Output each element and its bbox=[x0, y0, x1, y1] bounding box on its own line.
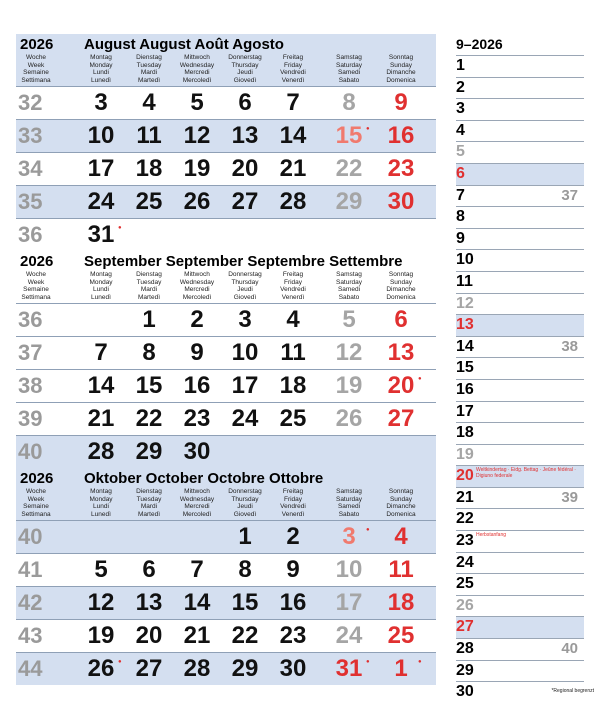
year-label: 2026 bbox=[20, 253, 54, 270]
weekday-label-thu: Donnerstag Thursday Jeudi Giovedì bbox=[228, 488, 262, 518]
day-cell[interactable]: 26 bbox=[183, 188, 211, 215]
weekday-label-tue: Dienstag Tuesday Mardi Martedì bbox=[136, 271, 162, 301]
day-cell[interactable]: 23 bbox=[183, 405, 211, 432]
day-cell[interactable]: 14 bbox=[279, 122, 307, 149]
holiday-marker-icon: ● bbox=[418, 659, 422, 665]
weekday-label-sat: Samstag Saturday Samedi Sabato bbox=[335, 54, 363, 84]
day-cell[interactable]: 28 bbox=[183, 655, 211, 682]
daily-row[interactable] bbox=[456, 293, 584, 315]
day-cell[interactable]: 11 bbox=[280, 339, 306, 366]
day-cell[interactable]: 18 bbox=[135, 155, 163, 182]
daily-date: 22 bbox=[456, 510, 474, 528]
daily-row[interactable] bbox=[456, 638, 584, 660]
weekday-label-wed: Mittwoch Wednesday Mercredi Mercoledì bbox=[179, 488, 215, 518]
day-cell[interactable]: 12 bbox=[87, 589, 115, 616]
week-row bbox=[16, 553, 436, 586]
week-row bbox=[16, 402, 436, 435]
footnote: *Regional begrenzt bbox=[551, 688, 594, 694]
daily-row[interactable] bbox=[456, 379, 584, 401]
day-cell[interactable]: 27 bbox=[135, 655, 163, 682]
daily-row[interactable] bbox=[456, 465, 584, 487]
day-cell[interactable]: 13 bbox=[231, 122, 259, 149]
week-row bbox=[16, 435, 436, 468]
day-cell[interactable]: 5 bbox=[94, 556, 108, 583]
day-cell[interactable]: 15 bbox=[231, 589, 259, 616]
day-cell[interactable]: 13 bbox=[135, 589, 163, 616]
day-cell[interactable]: 28 bbox=[279, 188, 307, 215]
week-row bbox=[16, 185, 436, 218]
daily-row[interactable] bbox=[456, 660, 584, 682]
day-cell[interactable]: 30 bbox=[183, 438, 211, 465]
holiday-note: Weltkindertag · Eidg. Bettag · Jeûne fédéral · Digiuno federale bbox=[476, 467, 576, 479]
day-cell[interactable]: 4 bbox=[286, 306, 300, 333]
day-cell[interactable]: 23 bbox=[279, 622, 307, 649]
daily-row[interactable] bbox=[456, 185, 584, 207]
daily-row[interactable] bbox=[456, 271, 584, 293]
daily-date: 19 bbox=[456, 445, 474, 463]
daily-row[interactable] bbox=[456, 401, 584, 423]
daily-row[interactable] bbox=[456, 530, 584, 552]
day-cell[interactable]: 22 bbox=[335, 155, 363, 182]
day-cell[interactable]: 17 bbox=[87, 155, 115, 182]
month-header bbox=[16, 34, 436, 86]
day-cell[interactable]: 18 bbox=[279, 372, 307, 399]
day-cell[interactable]: 15 bbox=[335, 122, 363, 149]
holiday-marker-icon: ● bbox=[418, 376, 422, 382]
daily-row[interactable] bbox=[456, 55, 584, 77]
day-cell[interactable]: 17 bbox=[231, 372, 259, 399]
daily-column bbox=[456, 34, 584, 703]
week-number: 38 bbox=[18, 373, 43, 398]
week-row bbox=[16, 119, 436, 152]
day-cell[interactable]: 14 bbox=[183, 589, 211, 616]
daily-date: 17 bbox=[456, 402, 474, 420]
holiday-note: Herbstanfang bbox=[476, 532, 507, 539]
weekday-label-sat: Samstag Saturday Samedi Sabato bbox=[335, 271, 363, 301]
day-cell[interactable]: 16 bbox=[183, 372, 211, 399]
weekday-label-sat: Samstag Saturday Samedi Sabato bbox=[335, 488, 363, 518]
daily-row[interactable] bbox=[456, 595, 584, 617]
holiday-marker-icon: ● bbox=[118, 659, 122, 665]
day-cell[interactable]: 6 bbox=[238, 89, 252, 116]
day-cell[interactable]: 13 bbox=[387, 339, 415, 366]
day-cell[interactable]: 31 bbox=[335, 655, 363, 682]
daily-date: 7 bbox=[456, 186, 465, 204]
week-number: 37 bbox=[18, 340, 43, 365]
daily-date: 15 bbox=[456, 359, 474, 377]
daily-week-number: 38 bbox=[561, 337, 578, 355]
day-cell[interactable]: 4 bbox=[394, 523, 408, 550]
week-number: 40 bbox=[18, 439, 43, 464]
day-cell[interactable]: 1 bbox=[142, 306, 156, 333]
week-row bbox=[16, 303, 436, 336]
month-block bbox=[16, 468, 436, 685]
daily-date: 12 bbox=[456, 294, 474, 312]
day-cell[interactable]: 8 bbox=[238, 556, 252, 583]
daily-date: 14 bbox=[456, 337, 474, 355]
daily-date: 23 bbox=[456, 532, 474, 550]
day-cell[interactable]: 30 bbox=[387, 188, 415, 215]
week-row bbox=[16, 218, 436, 251]
weekday-label-week: Woche Week Semaine Settimana bbox=[21, 54, 51, 84]
weekday-label-sun: Sonntag Sunday Dimanche Domenica bbox=[386, 54, 416, 84]
week-number: 33 bbox=[18, 123, 43, 148]
daily-date: 5 bbox=[456, 143, 465, 161]
day-cell[interactable]: 9 bbox=[286, 556, 300, 583]
weekday-label-thu: Donnerstag Thursday Jeudi Giovedì bbox=[228, 54, 262, 84]
day-cell[interactable]: 27 bbox=[387, 405, 415, 432]
daily-date: 20 bbox=[456, 467, 474, 485]
week-row bbox=[16, 336, 436, 369]
holiday-marker-icon: ● bbox=[366, 527, 370, 533]
year-label: 2026 bbox=[20, 36, 54, 53]
daily-date: 13 bbox=[456, 316, 474, 334]
day-cell[interactable]: 25 bbox=[387, 622, 415, 649]
day-cell[interactable]: 7 bbox=[94, 339, 108, 366]
daily-week-number: 37 bbox=[561, 186, 578, 204]
daily-date: 1 bbox=[456, 57, 465, 74]
week-number: 35 bbox=[18, 189, 43, 214]
day-cell[interactable]: 25 bbox=[279, 405, 307, 432]
week-row bbox=[16, 619, 436, 652]
weekday-label-wed: Mittwoch Wednesday Mercredi Mercoledì bbox=[179, 54, 215, 84]
weekday-label-fri: Freitag Friday Vendredi Venerdì bbox=[280, 54, 306, 84]
day-cell[interactable]: 7 bbox=[190, 556, 204, 583]
month-block bbox=[16, 251, 436, 468]
weekday-label-week: Woche Week Semaine Settimana bbox=[21, 271, 51, 301]
day-cell[interactable]: 8 bbox=[142, 339, 156, 366]
day-cell[interactable]: 10 bbox=[87, 122, 115, 149]
week-number: 36 bbox=[18, 222, 43, 247]
daily-row[interactable] bbox=[456, 552, 584, 574]
week-row bbox=[16, 652, 436, 685]
day-cell[interactable]: 11 bbox=[136, 122, 162, 149]
day-cell[interactable]: 6 bbox=[142, 556, 156, 583]
day-cell[interactable]: 24 bbox=[87, 188, 115, 215]
day-cell[interactable]: 15 bbox=[135, 372, 163, 399]
daily-date: 28 bbox=[456, 640, 474, 658]
daily-row[interactable] bbox=[456, 120, 584, 142]
week-number: 41 bbox=[18, 557, 43, 582]
week-row bbox=[16, 152, 436, 185]
day-cell[interactable]: 3 bbox=[342, 523, 356, 550]
daily-date: 3 bbox=[456, 100, 465, 118]
week-number: 36 bbox=[18, 307, 43, 332]
day-cell[interactable]: 31 bbox=[87, 221, 115, 248]
daily-date: 29 bbox=[456, 661, 474, 679]
daily-row[interactable] bbox=[456, 444, 584, 466]
week-number: 32 bbox=[18, 90, 43, 115]
day-cell[interactable]: 23 bbox=[387, 155, 415, 182]
daily-date: 4 bbox=[456, 121, 465, 139]
daily-date: 2 bbox=[456, 78, 465, 96]
daily-row[interactable] bbox=[456, 422, 584, 444]
week-number: 44 bbox=[18, 656, 43, 681]
week-number: 42 bbox=[18, 590, 43, 615]
day-cell[interactable]: 21 bbox=[279, 155, 307, 182]
week-row bbox=[16, 520, 436, 553]
week-number: 34 bbox=[18, 156, 43, 181]
day-cell[interactable]: 8 bbox=[342, 89, 356, 116]
daily-row[interactable] bbox=[456, 573, 584, 595]
day-cell[interactable]: 24 bbox=[231, 405, 259, 432]
weekday-label-tue: Dienstag Tuesday Mardi Martedì bbox=[136, 488, 162, 518]
day-cell[interactable]: 1 bbox=[238, 523, 252, 550]
daily-week-number: 40 bbox=[561, 640, 578, 658]
day-cell[interactable]: 29 bbox=[231, 655, 259, 682]
daily-date: 30 bbox=[456, 683, 474, 701]
daily-date: 24 bbox=[456, 553, 474, 571]
daily-date: 10 bbox=[456, 251, 474, 269]
daily-date: 25 bbox=[456, 575, 474, 593]
daily-row[interactable] bbox=[456, 163, 584, 185]
daily-date: 6 bbox=[456, 164, 465, 182]
day-cell[interactable]: 29 bbox=[135, 438, 163, 465]
daily-row[interactable] bbox=[456, 98, 584, 120]
weekday-label-sun: Sonntag Sunday Dimanche Domenica bbox=[386, 271, 416, 301]
daily-row[interactable] bbox=[456, 616, 584, 638]
weekday-label-mon: Montag Monday Lundi Lunedì bbox=[89, 271, 113, 301]
day-cell[interactable]: 19 bbox=[87, 622, 115, 649]
day-cell[interactable]: 21 bbox=[183, 622, 211, 649]
daily-row[interactable] bbox=[456, 141, 584, 163]
day-cell[interactable]: 20 bbox=[135, 622, 163, 649]
day-cell[interactable]: 29 bbox=[335, 188, 363, 215]
day-cell[interactable]: 16 bbox=[387, 122, 415, 149]
week-row bbox=[16, 86, 436, 119]
weekday-label-fri: Freitag Friday Vendredi Venerdì bbox=[280, 488, 306, 518]
month-title: August August Août Agosto bbox=[84, 36, 284, 53]
daily-date: 11 bbox=[456, 272, 473, 290]
day-cell[interactable]: 30 bbox=[279, 655, 307, 682]
day-cell[interactable]: 20 bbox=[231, 155, 259, 182]
daily-date: 26 bbox=[456, 596, 474, 614]
holiday-marker-icon: ● bbox=[366, 659, 370, 665]
month-header bbox=[16, 251, 436, 303]
day-cell[interactable]: 10 bbox=[335, 556, 363, 583]
daily-row[interactable] bbox=[456, 249, 584, 271]
weekday-label-tue: Dienstag Tuesday Mardi Martedì bbox=[136, 54, 162, 84]
day-cell[interactable]: 20 bbox=[387, 372, 415, 399]
day-cell[interactable]: 10 bbox=[231, 339, 259, 366]
day-cell[interactable]: 27 bbox=[231, 188, 259, 215]
day-cell[interactable]: 2 bbox=[190, 306, 204, 333]
daily-row[interactable] bbox=[456, 357, 584, 379]
day-cell[interactable]: 3 bbox=[94, 89, 108, 116]
daily-week-number: 39 bbox=[561, 488, 578, 506]
daily-date: 8 bbox=[456, 208, 465, 226]
day-cell[interactable]: 5 bbox=[190, 89, 204, 116]
three-month-grid bbox=[16, 34, 436, 685]
day-cell[interactable]: 6 bbox=[394, 306, 408, 333]
day-cell[interactable]: 19 bbox=[183, 155, 211, 182]
daily-row[interactable] bbox=[456, 336, 584, 358]
week-number: 40 bbox=[18, 524, 43, 549]
day-cell[interactable]: 25 bbox=[135, 188, 163, 215]
month-title: Oktober October Octobre Ottobre bbox=[84, 470, 324, 487]
month-block bbox=[16, 34, 436, 251]
holiday-marker-icon: ● bbox=[118, 225, 122, 231]
weekday-label-sun: Sonntag Sunday Dimanche Domenica bbox=[386, 488, 416, 518]
daily-date: 21 bbox=[456, 488, 474, 506]
daily-row[interactable] bbox=[456, 508, 584, 530]
day-cell[interactable]: 21 bbox=[87, 405, 115, 432]
day-cell[interactable]: 1 bbox=[394, 655, 408, 682]
daily-row[interactable] bbox=[456, 206, 584, 228]
week-row bbox=[16, 369, 436, 402]
weekday-label-wed: Mittwoch Wednesday Mercredi Mercoledì bbox=[179, 271, 215, 301]
day-cell[interactable]: 9 bbox=[190, 339, 204, 366]
weekday-label-week: Woche Week Semaine Settimana bbox=[21, 488, 51, 518]
day-cell[interactable]: 12 bbox=[335, 339, 363, 366]
daily-row[interactable] bbox=[456, 77, 584, 99]
month-header bbox=[16, 468, 436, 520]
day-cell[interactable]: 5 bbox=[342, 306, 356, 333]
day-cell[interactable]: 18 bbox=[387, 589, 415, 616]
day-cell[interactable]: 19 bbox=[335, 372, 363, 399]
week-row bbox=[16, 586, 436, 619]
day-cell[interactable]: 2 bbox=[286, 523, 300, 550]
year-label: 2026 bbox=[20, 470, 54, 487]
daily-column-title: 9–2026 bbox=[456, 36, 503, 52]
month-title: September September Septembre Settembre bbox=[84, 253, 403, 270]
week-number: 43 bbox=[18, 623, 43, 648]
day-cell[interactable]: 16 bbox=[279, 589, 307, 616]
daily-row[interactable] bbox=[456, 228, 584, 250]
weekday-label-mon: Montag Monday Lundi Lunedì bbox=[89, 54, 113, 84]
weekday-label-fri: Freitag Friday Vendredi Venerdì bbox=[280, 271, 306, 301]
day-cell[interactable]: 22 bbox=[231, 622, 259, 649]
day-cell[interactable]: 9 bbox=[394, 89, 408, 116]
daily-date: 27 bbox=[456, 618, 474, 636]
weekday-label-mon: Montag Monday Lundi Lunedì bbox=[89, 488, 113, 518]
daily-row[interactable] bbox=[456, 487, 584, 509]
day-cell[interactable]: 12 bbox=[183, 122, 211, 149]
weekday-label-thu: Donnerstag Thursday Jeudi Giovedì bbox=[228, 271, 262, 301]
daily-date: 9 bbox=[456, 229, 465, 247]
day-cell[interactable]: 24 bbox=[335, 622, 363, 649]
day-cell[interactable]: 4 bbox=[142, 89, 156, 116]
day-cell[interactable]: 7 bbox=[286, 89, 300, 116]
day-cell[interactable]: 28 bbox=[87, 438, 115, 465]
day-cell[interactable]: 22 bbox=[135, 405, 163, 432]
day-cell[interactable]: 26 bbox=[335, 405, 363, 432]
week-number: 39 bbox=[18, 406, 43, 431]
day-cell[interactable]: 3 bbox=[238, 306, 252, 333]
day-cell[interactable]: 11 bbox=[388, 556, 414, 583]
daily-row[interactable] bbox=[456, 314, 584, 336]
holiday-marker-icon: ● bbox=[366, 126, 370, 132]
day-cell[interactable]: 17 bbox=[335, 589, 363, 616]
daily-date: 18 bbox=[456, 424, 474, 442]
day-cell[interactable]: 14 bbox=[87, 372, 115, 399]
daily-date: 16 bbox=[456, 380, 474, 398]
day-cell[interactable]: 26 bbox=[87, 655, 115, 682]
